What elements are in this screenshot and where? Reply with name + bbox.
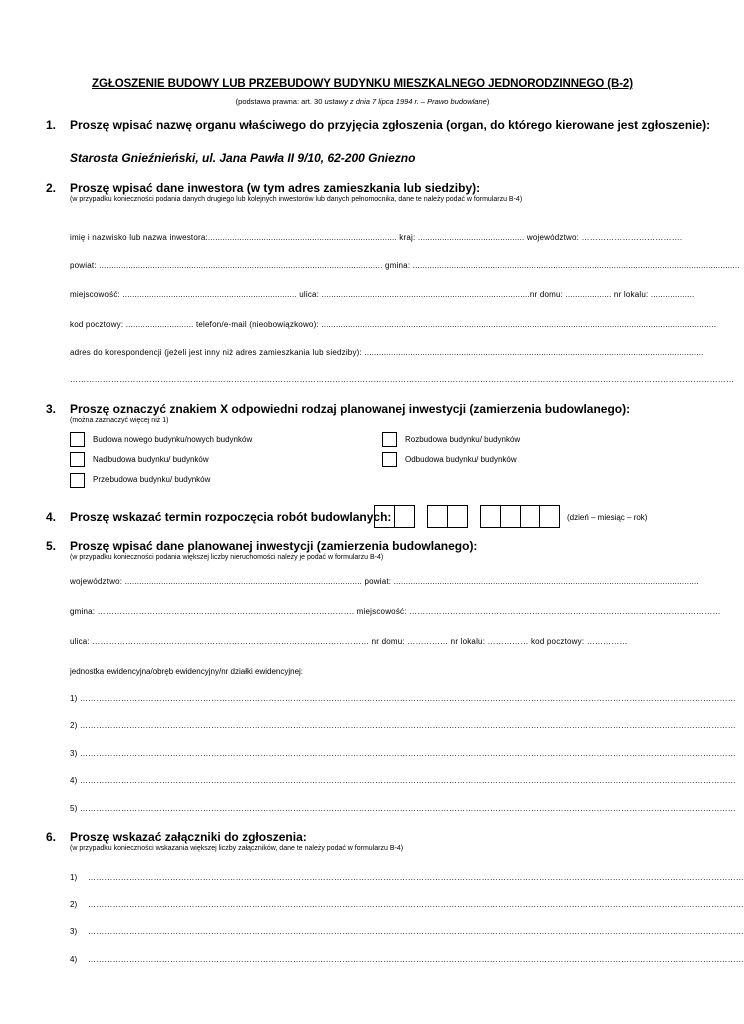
investor-name-field[interactable]: imię i nazwisko lub nazwa inwestora:.............................................................................. kraj: ............................................ województwo: ………………………………. [70,233,683,242]
date-day-input[interactable] [374,505,415,528]
option-superstructure-label: Nadbudowa budynku/ budynków [93,455,209,464]
cadastral-line-4[interactable]: 4) …………………………………………………………………………………………………………………………………………………………………………………………………………………… [70,776,736,785]
attachment-line-2[interactable]: …………………………………………………………………………………………………………………………………………………………………………………………………………………… [88,900,744,909]
attachment-3-label: 3) [70,927,78,936]
attachment-line-3[interactable]: …………………………………………………………………………………………………………………………………………………………………………………………………………………… [88,927,744,936]
cadastral-line-1[interactable]: 1) …………………………………………………………………………………………………………………………………………………………………………………………………………………… [70,694,736,703]
section-6-number: 6. [46,830,57,844]
investor-correspondence-field[interactable]: adres do korespondencji (jeżeli jest inny niż adres zamieszkania lub siedziby): ............................................................................................................................................ [70,348,704,357]
investment-commune-field[interactable]: gmina: …………………………………………………………………………………. miejscowość: …………………………………………………………………………………………………… [70,607,721,616]
date-year-input[interactable] [480,505,560,528]
section-6-heading: Proszę wskazać załączniki do zgłoszenia: [70,830,307,844]
cadastral-line-5[interactable]: 5) …………………………………………………………………………………………………………………………………………………………………………………………………………………… [70,804,736,813]
section-2-heading: Proszę wpisać dane inwestora (w tym adres zamieszkania lub siedziby): [70,181,481,195]
form-title: ZGŁOSZENIE BUDOWY LUB PRZEBUDOWY BUDYNKU MIESZKALNEGO JEDNORODZINNEGO (B-2) [92,78,633,90]
section-5-number: 5. [46,539,57,553]
investor-postcode-field[interactable]: kod pocztowy: ............................ telefon/e-mail (nieobowiązkowo): ................................................................................................................................................................... [70,320,717,329]
checkbox-superstructure[interactable] [70,452,85,467]
date-month-input[interactable] [427,505,468,528]
investment-street-field[interactable]: ulica: ……………………………………………………………………......……………… nr domu: …………… nr lokalu: …………… kod pocztowy: …………… [70,637,628,646]
section-6-note: (w przypadku konieczności wskazania większej liczby załączników, dane te należy podać w formularzu B-4) [70,845,404,852]
section-3-number: 3. [46,402,57,416]
section-3-heading: Proszę oznaczyć znakiem X odpowiedni rodzaj planowanej inwestycji (zamierzenia budowlanego): [70,402,631,416]
checkbox-new-building[interactable] [70,432,85,447]
attachment-1-label: 1) [70,873,78,882]
section-1-number: 1. [46,118,57,132]
attachment-line-1[interactable]: …………………………………………………………………………………………………………………………………………………………………………………………………………………… [88,873,744,882]
cadastral-label: jednostka ewidencyjna/obręb ewidencyjny/nr działki ewidencyjnej: [70,667,304,676]
investor-district-field[interactable]: powiat: ..................................................................................................................... gmina: ....................................................................................................................................... [70,261,740,270]
attachment-2-label: 2) [70,900,78,909]
checkbox-reconstruction[interactable] [70,473,85,488]
attachment-4-label: 4) [70,955,78,964]
section-1-heading: Proszę wpisać nazwę organu właściwego do przyjęcia zgłoszenia (organ, do którego kierowane jest zgłoszenie): [70,118,711,132]
checkbox-extension[interactable] [382,432,397,447]
investment-voivodeship-field[interactable]: województwo: .................................................................................................. powiat: .............................................................................................................................. [70,577,699,586]
cadastral-line-3[interactable]: 3) …………………………………………………………………………………………………………………………………………………………………………………………………………………… [70,749,736,758]
date-format-hint: (dzień – miesiąc – rok) [567,513,648,522]
option-rebuilding-label: Odbudowa budynku/ budynków [405,455,517,464]
investor-town-field[interactable]: miejscowość: ........................................................................ ulica: ......................................................................................nr domu: ................... nr lokalu: .................. [70,290,695,299]
legal-basis: (podstawa prawna: art. 30 ustawy z dnia 7 lipca 1994 r. – Prawo budowlane) [235,97,490,106]
option-new-building-label: Budowa nowego budynku/nowych budynków [93,435,253,444]
cadastral-line-2[interactable]: 2) …………………………………………………………………………………………………………………………………………………………………………………………………………………… [70,721,736,730]
section-2-number: 2. [46,181,57,195]
attachment-line-4[interactable]: …………………………………………………………………………………………………………………………………………………………………………………………………………………… [88,955,744,964]
investor-extra-line[interactable]: ……………………………………………………………………………………………………………………………………………………………………………………………………………………… [70,375,735,384]
section-5-note: (w przypadku konieczności podania większej liczby nieruchomości należy je podać w formularzu B-4) [70,554,384,561]
section-2-note: (w przypadku konieczności podania danych drugiego lub kolejnych inwestorów lub danych pełnomocnika, dane te należy podać w formularzu B-4) [70,196,523,203]
section-4-number: 4. [46,510,57,524]
checkbox-rebuilding[interactable] [382,452,397,467]
section-3-note: (można zaznaczyć więcej niż 1) [70,417,169,424]
section-5-heading: Proszę wpisać dane planowanej inwestycji (zamierzenia budowlanego): [70,539,478,553]
authority-answer: Starosta Gnieźnieński, ul. Jana Pawła II 9/10, 62-200 Gniezno [70,151,416,165]
option-extension-label: Rozbudowa budynku/ budynków [405,435,521,444]
option-reconstruction-label: Przebudowa budynku/ budynków [93,475,211,484]
section-4-heading: Proszę wskazać termin rozpoczęcia robót budowlanych: [70,510,392,524]
